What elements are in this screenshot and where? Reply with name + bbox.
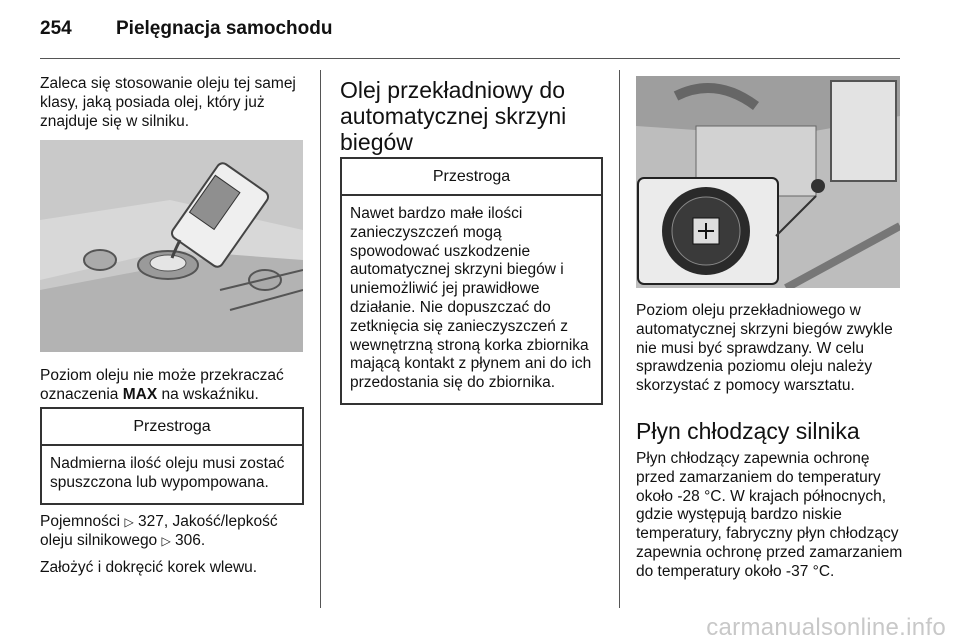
- page-reference-arrow-icon: ▷: [124, 515, 134, 529]
- column-1-lower: [40, 367, 306, 405]
- closing-paragraph: Założyć i dokręcić korek wlewu.: [40, 558, 258, 576]
- page-number: 254: [40, 18, 72, 39]
- page-reference-arrow-icon: ▷: [161, 533, 171, 548]
- warning-box-transmission: [340, 157, 603, 405]
- column-3: [636, 302, 906, 582]
- page-reference-link[interactable]: 327: [137, 513, 164, 530]
- coolant-paragraph: Płyn chłodzący zapewnia ochronę przed zamarzaniem do temperatury około -28 °C. W krajach północnych, gdzie występują bardzo niskie temperatury, fabryczny płyn chłodzący zapewnia ochronę przed zamarzaniem do temperatury około -37 °C.: [636, 449, 903, 580]
- warning-title: Przestroga: [42, 409, 302, 446]
- engine-bay-illustration: [636, 76, 900, 288]
- transmission-oil-heading: Olej przekładniowy do automatycznej skrzyni biegów: [340, 77, 567, 155]
- warning-body: Nadmierna ilość oleju musi zostać spuszczona lub wypompowana.: [50, 455, 285, 491]
- capacity-paragraph: Pojemności ▷ 327, Jakość/lepkość oleju silnikowego ▷ 306.: [40, 513, 278, 549]
- column-1-bottom: [40, 513, 306, 577]
- oil-filling-illustration: [40, 140, 303, 352]
- intro-paragraph: Zaleca się stosowanie oleju tej samej klasy, jaką posiada olej, który już znajduje się w silniku.: [40, 75, 296, 130]
- max-marking: MAX: [122, 385, 158, 403]
- watermark: carmanualsonline.info: [706, 614, 946, 641]
- oil-level-paragraph: Poziom oleju nie może przekraczać oznaczenia MAX na wskaźniku.: [40, 367, 284, 403]
- warning-box-oil: [40, 407, 304, 505]
- page-header: [40, 18, 332, 40]
- warning-title: Przestroga: [342, 159, 601, 196]
- page-reference-link[interactable]: 306: [175, 531, 201, 549]
- coolant-heading: Płyn chłodzący silnika: [636, 417, 860, 444]
- column-2: [340, 77, 605, 155]
- warning-body: Nawet bardzo małe ilości zanieczyszczeń mogą spowodować uszkodzenie automatycznej skrzyni biegów i uniemożliwić jej prawidłowe działanie. Nie dopuszczać do zetknięcia się zanieczyszczeń z wewnętrzną stroną korka zbiornika mającą kontakt z płynem ani do ich przedostania się do zbiornika.: [350, 205, 592, 392]
- header-divider: [40, 58, 900, 59]
- section-title: Pielęgnacja samochodu: [116, 18, 333, 39]
- column-1: [40, 75, 306, 131]
- column-divider-1: [320, 70, 321, 608]
- column-divider-2: [619, 70, 620, 608]
- transmission-level-paragraph: Poziom oleju przekładniowego w automatycznej skrzyni biegów zwykle nie musi być sprawdzany. W celu sprawdzenia poziomu oleju należy skorzystać z pomocy warsztatu.: [636, 302, 893, 395]
